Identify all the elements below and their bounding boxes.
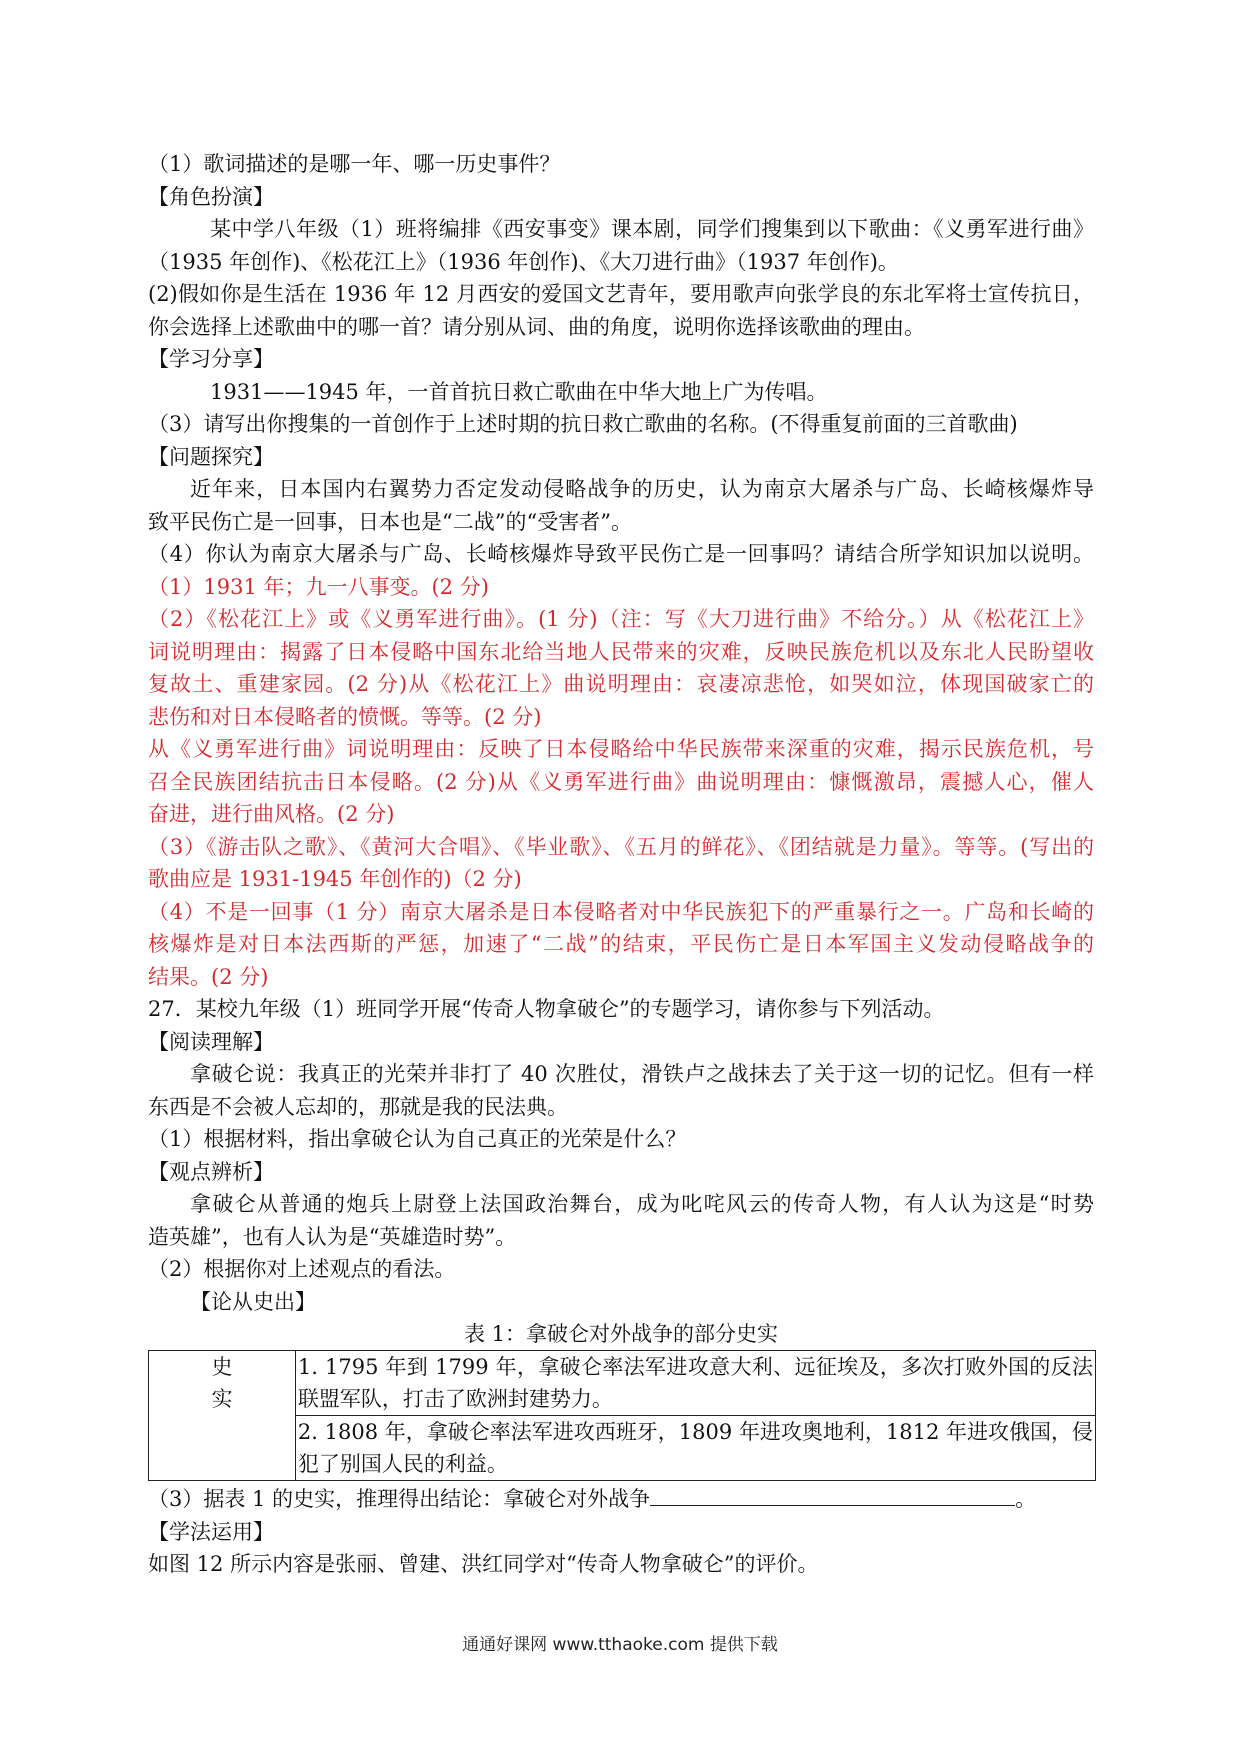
- text-line: 核爆炸是对日本法西斯的严惩，加速了“二战”的结束，平民伤亡是日本军国主义发动侵略战争的: [148, 932, 1094, 956]
- text-line: 【论从史出】: [190, 1289, 316, 1314]
- footer-source: 通通好课网 www.tthaoke.com 提供下载: [462, 1635, 778, 1655]
- text-line: 悲伤和对日本侵略者的愤慨。等等。(2 分): [148, 704, 542, 729]
- text-line: （2）根据你对上述观点的看法。: [148, 1257, 456, 1281]
- fact-text: 联盟军队，打击了欧洲封建势力。: [297, 1387, 613, 1411]
- text-line: （3）《游击队之歌》、《黄河大合唱》、《毕业歌》、《五月的鲜花》、《团结就是力量》。等等。(写出的: [148, 834, 1094, 859]
- fact-label-line: 史: [211, 1355, 233, 1379]
- fact-text: 1. 1795 年到 1799 年，拿破仑率法军进攻意大利、远征埃及，多次打败外国的反法: [297, 1355, 1093, 1379]
- table-row: [149, 1351, 1096, 1416]
- fact-label-cell: [149, 1351, 296, 1481]
- text-line: （4）你认为南京大屠杀与广岛、长崎核爆炸导致平民伤亡是一回事吗？请结合所学知识加以说明。: [148, 542, 1094, 566]
- text-line: 从《义勇军进行曲》词说明理由：反映了日本侵略给中华民族带来深重的灾难，揭示民族危机，号: [148, 737, 1094, 761]
- fact-cell: [295, 1416, 1095, 1481]
- text-line: 27．某校九年级（1）班同学开展“传奇人物拿破仑”的专题学习，请你参与下列活动。: [148, 997, 945, 1021]
- text-line: （1）1931 年；九一八事变。(2 分): [148, 574, 489, 599]
- text-line: （1）歌词描述的是哪一年、哪一历史事件？: [148, 152, 561, 176]
- text-line: 某中学八年级（1）班将编排《西安事变》课本剧，同学们搜集到以下歌曲：《义勇军进行曲》: [210, 217, 1094, 241]
- text-line: （1935 年创作)、《松花江上》（1936 年创作)、《大刀进行曲》（1937 年创作)。: [148, 249, 899, 274]
- text-line: 拿破仑从普通的炮兵上尉登上法国政治舞台，成为叱咤风云的传奇人物，有人认为这是“时势: [190, 1192, 1094, 1216]
- text-line: 1931——1945 年，一首首抗日救亡歌曲在中华大地上广为传唱。: [210, 379, 828, 404]
- question-3-end: 。: [1015, 1487, 1037, 1511]
- text-line: 造英雄”，也有人认为是“英雄造时势”。: [148, 1224, 517, 1249]
- paragraph-line: 如图 12 所示内容是张丽、曾建、洪红同学对“传奇人物拿破仑”的评价。: [148, 1552, 819, 1576]
- text-line: 【观点辨析】: [148, 1159, 274, 1184]
- question-3-text: （3）据表 1 的史实，推理得出结论：拿破仑对外战争: [148, 1487, 651, 1511]
- text-line: 召全民族团结抗击日本侵略。(2 分)从《义勇军进行曲》曲说明理由：慷慨激昂，震撼人心，催人: [148, 769, 1094, 794]
- fact-label-line: 实: [211, 1387, 233, 1411]
- text-line: （2）《松花江上》或《义勇军进行曲》。(1 分)（注：写《大刀进行曲》不给分。）从《松花江上》: [148, 607, 1094, 631]
- text-line: 词说明理由：揭露了日本侵略中国东北给当地人民带来的灾难，反映民族危机以及东北人民盼望收: [148, 639, 1094, 664]
- text-line: 结果。(2 分): [148, 964, 269, 989]
- text-line: 【阅读理解】: [148, 1029, 274, 1054]
- fact-cell: [295, 1351, 1095, 1416]
- text-line: 奋进，进行曲风格。(2 分): [148, 802, 395, 826]
- fact-text: 2. 1808 年，拿破仑率法军进攻西班牙，1809 年进攻奥地利，1812 年进攻俄国，侵: [297, 1420, 1093, 1444]
- text-line: 【学习分享】: [148, 347, 274, 371]
- text-line: 致平民伤亡是一回事，日本也是“二战”的“受害者”。: [148, 509, 632, 534]
- text-line: 你会选择上述歌曲中的哪一首？请分别从词、曲的角度，说明你选择该歌曲的理由。: [148, 314, 925, 339]
- table-caption: 表 1：拿破仑对外战争的部分史实: [463, 1322, 779, 1346]
- text-line: 拿破仑说：我真正的光荣并非打了 40 次胜仗，滑铁卢之战抹去了关于这一切的记忆。但有一样: [190, 1062, 1094, 1086]
- text-line: 歌曲应是 1931-1945 年创作的)（2 分): [148, 867, 522, 891]
- text-line: (2)假如你是生活在 1936 年 12 月西安的爱国文艺青年，要用歌声向张学良的东北军将士宣传抗日，: [148, 282, 1094, 306]
- document-body: [148, 148, 1094, 1581]
- text-line: 【角色扮演】: [148, 184, 274, 209]
- text-line: （3）请写出你搜集的一首创作于上述时期的抗日救亡歌曲的名称。(不得重复前面的三首歌曲): [148, 412, 1018, 436]
- question-and-answer-lines: [148, 148, 1094, 1318]
- historical-facts-table: [148, 1350, 1096, 1481]
- text-line: （4）不是一回事（1 分）南京大屠杀是日本侵略者对中华民族犯下的严重暴行之一。广岛和长崎的: [148, 899, 1094, 924]
- answer-blank[interactable]: [650, 1483, 1015, 1506]
- text-line: 【问题探究】: [148, 444, 274, 469]
- question-3-line: [148, 1483, 1094, 1516]
- text-line: 复故土、重建家园。(2 分)从《松花江上》曲说明理由：哀凄凉悲怆，如哭如泣，体现国破家亡的: [148, 672, 1094, 696]
- text-line: 东西是不会被人忘却的，那就是我的民法典。: [148, 1094, 568, 1119]
- fact-text: 犯了别国人民的利益。: [297, 1452, 508, 1476]
- section-heading: 【学法运用】: [148, 1519, 274, 1544]
- text-line: 近年来，日本国内右翼势力否定发动侵略战争的历史，认为南京大屠杀与广岛、长崎核爆炸导: [190, 477, 1094, 501]
- text-line: （1）根据材料，指出拿破仑认为自己真正的光荣是什么？: [148, 1127, 687, 1151]
